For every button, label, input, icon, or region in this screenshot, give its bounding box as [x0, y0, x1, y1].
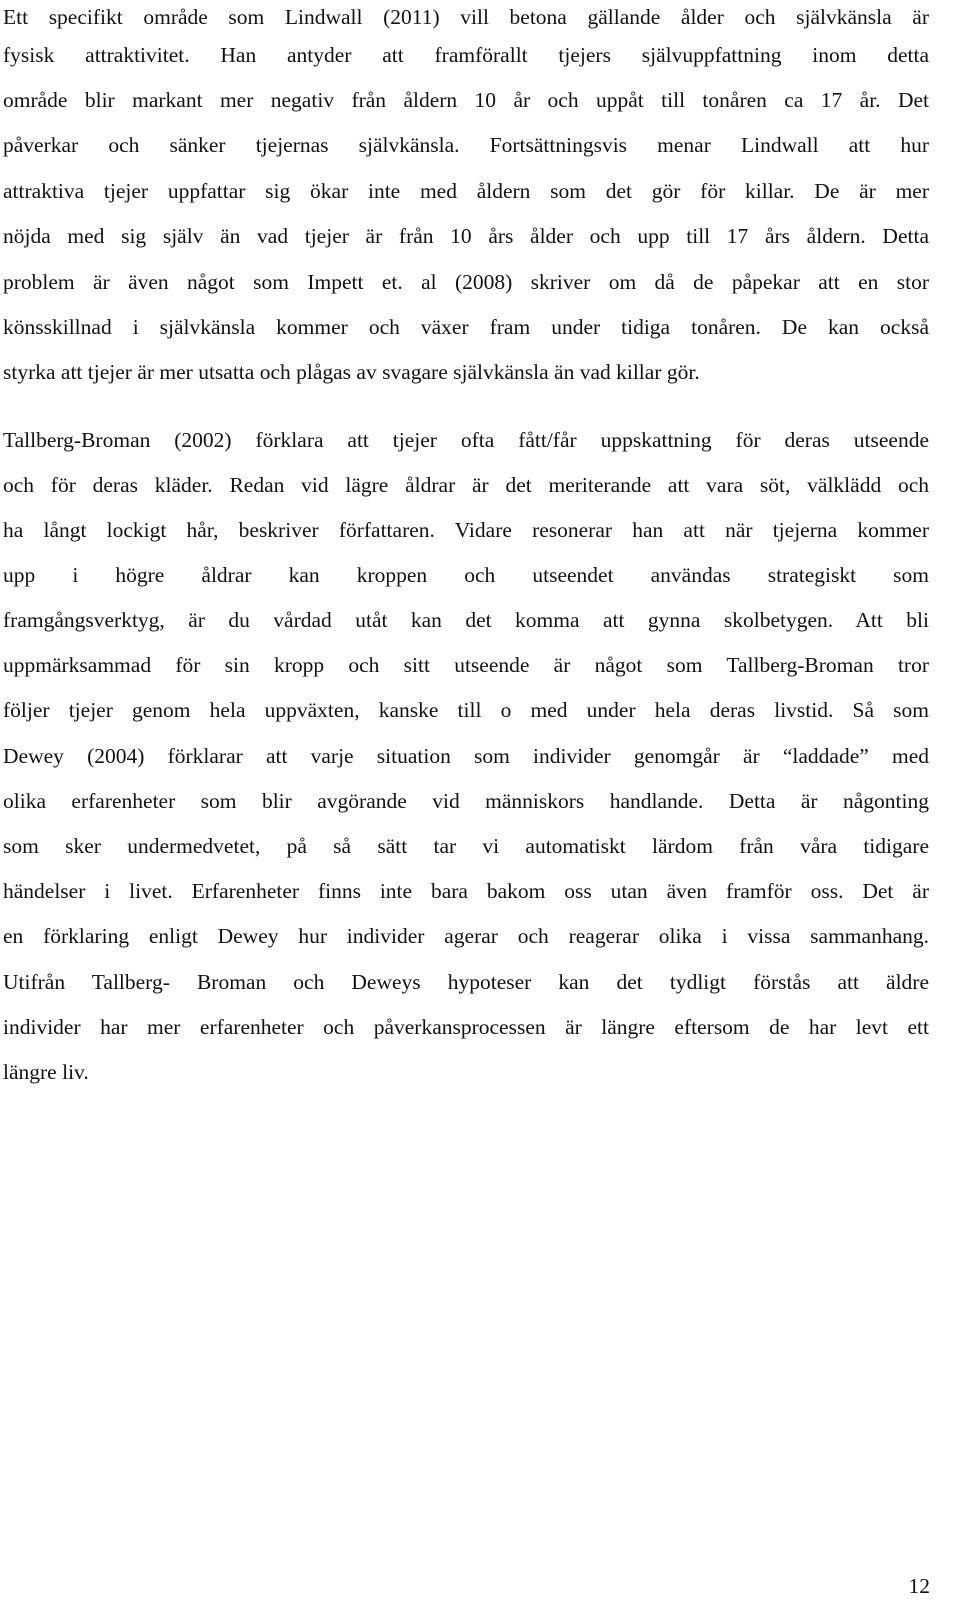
text-line: ha långt lockigt hår, beskriver författaren. Vidare resonerar han att när tjejerna kommer	[3, 518, 929, 542]
text-line: framgångsverktyg, är du vårdad utåt kan det komma att gynna skolbetygen. Att bli	[3, 608, 929, 632]
text-line: händelser i livet. Erfarenheter finns inte bara bakom oss utan även framför oss. Det är	[3, 879, 929, 903]
text-line: och för deras kläder. Redan vid lägre åldrar är det meriterande att vara söt, välklädd och	[3, 473, 929, 497]
text-line: område blir markant mer negativ från åldern 10 år och uppåt till tonåren ca 17 år. Det	[3, 88, 929, 112]
page-number: 12	[908, 1574, 930, 1598]
text-line: könsskillnad i självkänsla kommer och växer fram under tidiga tonåren. De kan också	[3, 315, 929, 339]
text-line: olika erfarenheter som blir avgörande vid människors handlande. Detta är någonting	[3, 789, 929, 813]
text-line: längre liv.	[3, 1060, 89, 1084]
text-line: individer har mer erfarenheter och påverkansprocessen är längre eftersom de har levt ett	[3, 1015, 929, 1039]
text-line: som sker undermedvetet, på så sätt tar vi automatiskt lärdom från våra tidigare	[3, 834, 929, 858]
text-line: attraktiva tjejer uppfattar sig ökar inte med åldern som det gör för killar. De är mer	[3, 179, 929, 203]
text-line: en förklaring enligt Dewey hur individer agerar och reagerar olika i vissa sammanhang.	[3, 924, 929, 948]
text-line: uppmärksammad för sin kropp och sitt utseende är något som Tallberg-Broman tror	[3, 653, 929, 677]
text-line: Ett specifikt område som Lindwall (2011) vill betona gällande ålder och självkänsla är	[3, 5, 929, 29]
text-line: problem är även något som Impett et. al (2008) skriver om då de påpekar att en stor	[3, 270, 929, 294]
text-line: följer tjejer genom hela uppväxten, kanske till o med under hela deras livstid. Så som	[3, 698, 929, 722]
text-line: nöjda med sig själv än vad tjejer är från 10 års ålder och upp till 17 års åldern. Detta	[3, 224, 929, 248]
text-line: styrka att tjejer är mer utsatta och plågas av svagare självkänsla än vad killar gör.	[3, 360, 700, 384]
text-line: upp i högre åldrar kan kroppen och utseendet användas strategiskt som	[3, 563, 929, 587]
text-line: Tallberg-Broman (2002) förklara att tjejer ofta fått/får uppskattning för deras utseende	[3, 428, 929, 452]
text-line: Utifrån Tallberg- Broman och Deweys hypoteser kan det tydligt förstås att äldre	[3, 970, 929, 994]
text-line: fysisk attraktivitet. Han antyder att framförallt tjejers självuppfattning inom detta	[3, 43, 929, 67]
text-line: Dewey (2004) förklarar att varje situation som individer genomgår är “laddade” med	[3, 744, 929, 768]
text-line: påverkar och sänker tjejernas självkänsla. Fortsättningsvis menar Lindwall att hur	[3, 133, 929, 157]
